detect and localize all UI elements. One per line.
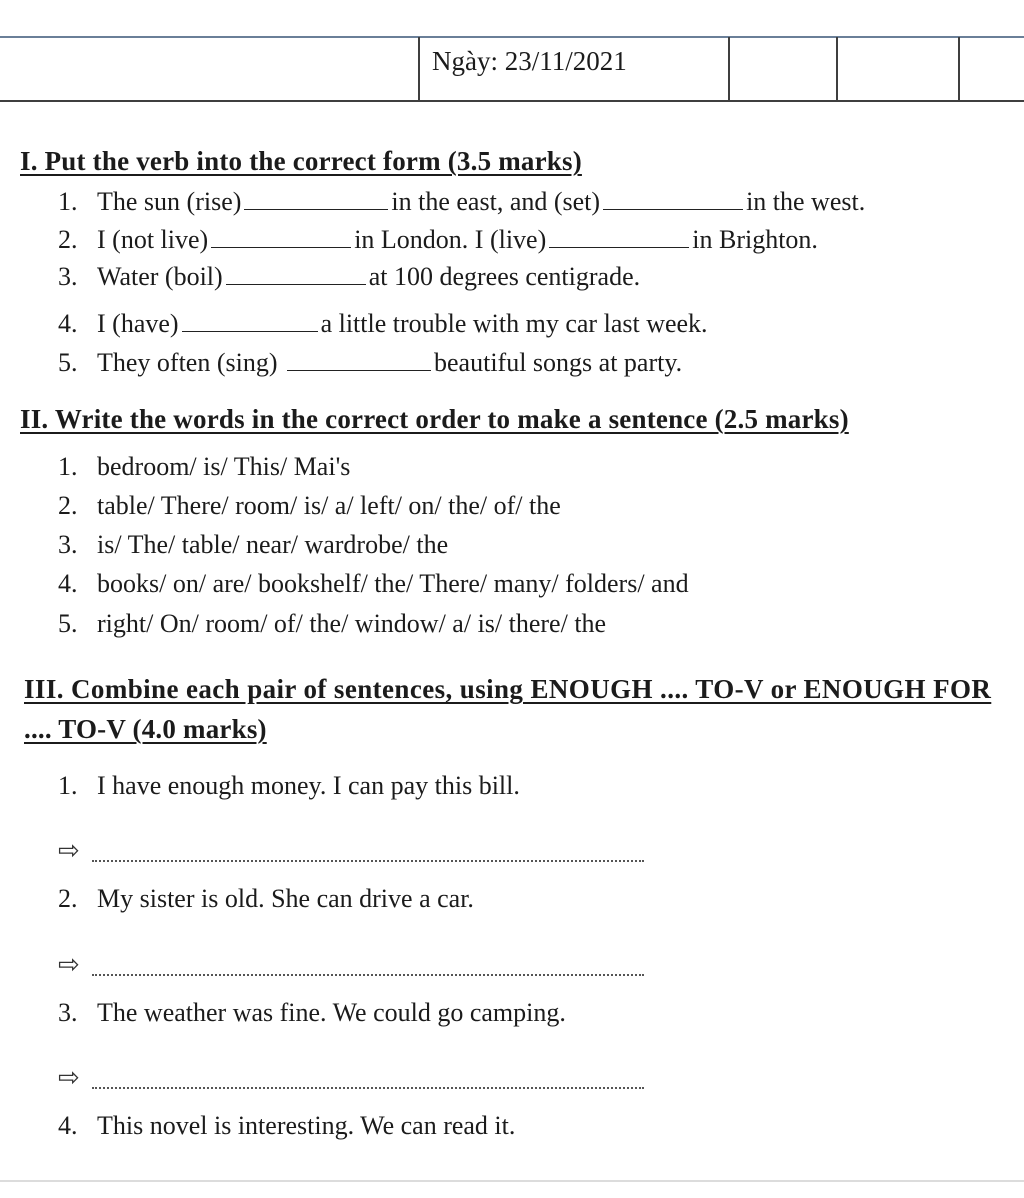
list-item: [97, 225, 818, 255]
item-text: beautiful songs at party.: [434, 348, 683, 377]
item-text: in Brighton.: [692, 225, 818, 254]
table-bottom-border: [0, 100, 1024, 102]
item-text: in the west.: [746, 187, 866, 216]
list-item: [97, 348, 682, 378]
answer-blank[interactable]: [182, 330, 318, 332]
list-item: The weather was fine. We could go camping.: [97, 998, 566, 1027]
item-number: 4.: [58, 569, 78, 598]
section-2-title: II. Write the words in the correct order to make a sentence (2.5 marks): [20, 404, 849, 434]
item-text: in London. I (live): [354, 225, 547, 254]
table-divider: [728, 37, 730, 101]
answer-line[interactable]: [92, 860, 644, 862]
item-number: 4.: [58, 1111, 78, 1140]
item-number: 3.: [58, 530, 78, 559]
date-label: Ngày: 23/11/2021: [432, 46, 627, 76]
answer-blank[interactable]: [287, 369, 431, 371]
item-text: Water (boil): [97, 262, 223, 291]
list-item: [97, 262, 640, 292]
section-3-title-cont: .... TO-V (4.0 marks): [24, 714, 267, 744]
answer-blank[interactable]: [211, 246, 351, 248]
item-number: 1.: [58, 771, 78, 800]
list-item: [97, 309, 708, 339]
item-number: 1.: [58, 452, 78, 481]
item-number: 4.: [58, 309, 78, 338]
item-text: in the east, and (set): [391, 187, 601, 216]
list-item: I have enough money. I can pay this bill.: [97, 771, 520, 800]
item-number: 2.: [58, 225, 78, 254]
item-text: I (not live): [97, 225, 209, 254]
table-divider: [958, 37, 960, 101]
arrow-icon: ⇨: [58, 836, 80, 866]
item-text: a little trouble with my car last week.: [320, 309, 708, 338]
list-item: [97, 187, 865, 217]
list-item: This novel is interesting. We can read it.: [97, 1111, 516, 1140]
list-item: bedroom/ is/ This/ Mai's: [97, 452, 351, 481]
answer-blank[interactable]: [244, 208, 388, 210]
list-item: My sister is old. She can drive a car.: [97, 884, 474, 913]
table-divider: [418, 37, 420, 101]
section-1-title: I. Put the verb into the correct form (3.5 marks): [20, 146, 582, 176]
section-3-title: III. Combine each pair of sentences, using ENOUGH .... TO-V or ENOUGH FOR: [24, 674, 992, 704]
list-item: right/ On/ room/ of/ the/ window/ a/ is/ there/ the: [97, 609, 607, 638]
answer-blank[interactable]: [549, 246, 689, 248]
list-item: table/ There/ room/ is/ a/ left/ on/ the/ of/ the: [97, 491, 561, 520]
item-text: They often (sing): [97, 348, 278, 377]
item-number: 2.: [58, 491, 78, 520]
list-item: books/ on/ are/ bookshelf/ the/ There/ many/ folders/ and: [97, 569, 689, 598]
table-top-border: [0, 36, 1024, 38]
item-number: 5.: [58, 609, 78, 638]
table-divider: [836, 37, 838, 101]
answer-line[interactable]: [92, 1087, 644, 1089]
arrow-icon: ⇨: [58, 950, 80, 980]
item-number: 1.: [58, 187, 78, 216]
item-text: The sun (rise): [97, 187, 242, 216]
arrow-icon: ⇨: [58, 1063, 80, 1093]
page-bottom-edge: [0, 1180, 1024, 1182]
answer-line[interactable]: [92, 974, 644, 976]
answer-blank[interactable]: [226, 283, 366, 285]
item-number: 3.: [58, 262, 78, 291]
item-number: 5.: [58, 348, 78, 377]
item-text: I (have): [97, 309, 179, 338]
item-number: 2.: [58, 884, 78, 913]
list-item: is/ The/ table/ near/ wardrobe/ the: [97, 530, 449, 559]
item-number: 3.: [58, 998, 78, 1027]
answer-blank[interactable]: [603, 208, 743, 210]
item-text: at 100 degrees centigrade.: [368, 262, 641, 291]
